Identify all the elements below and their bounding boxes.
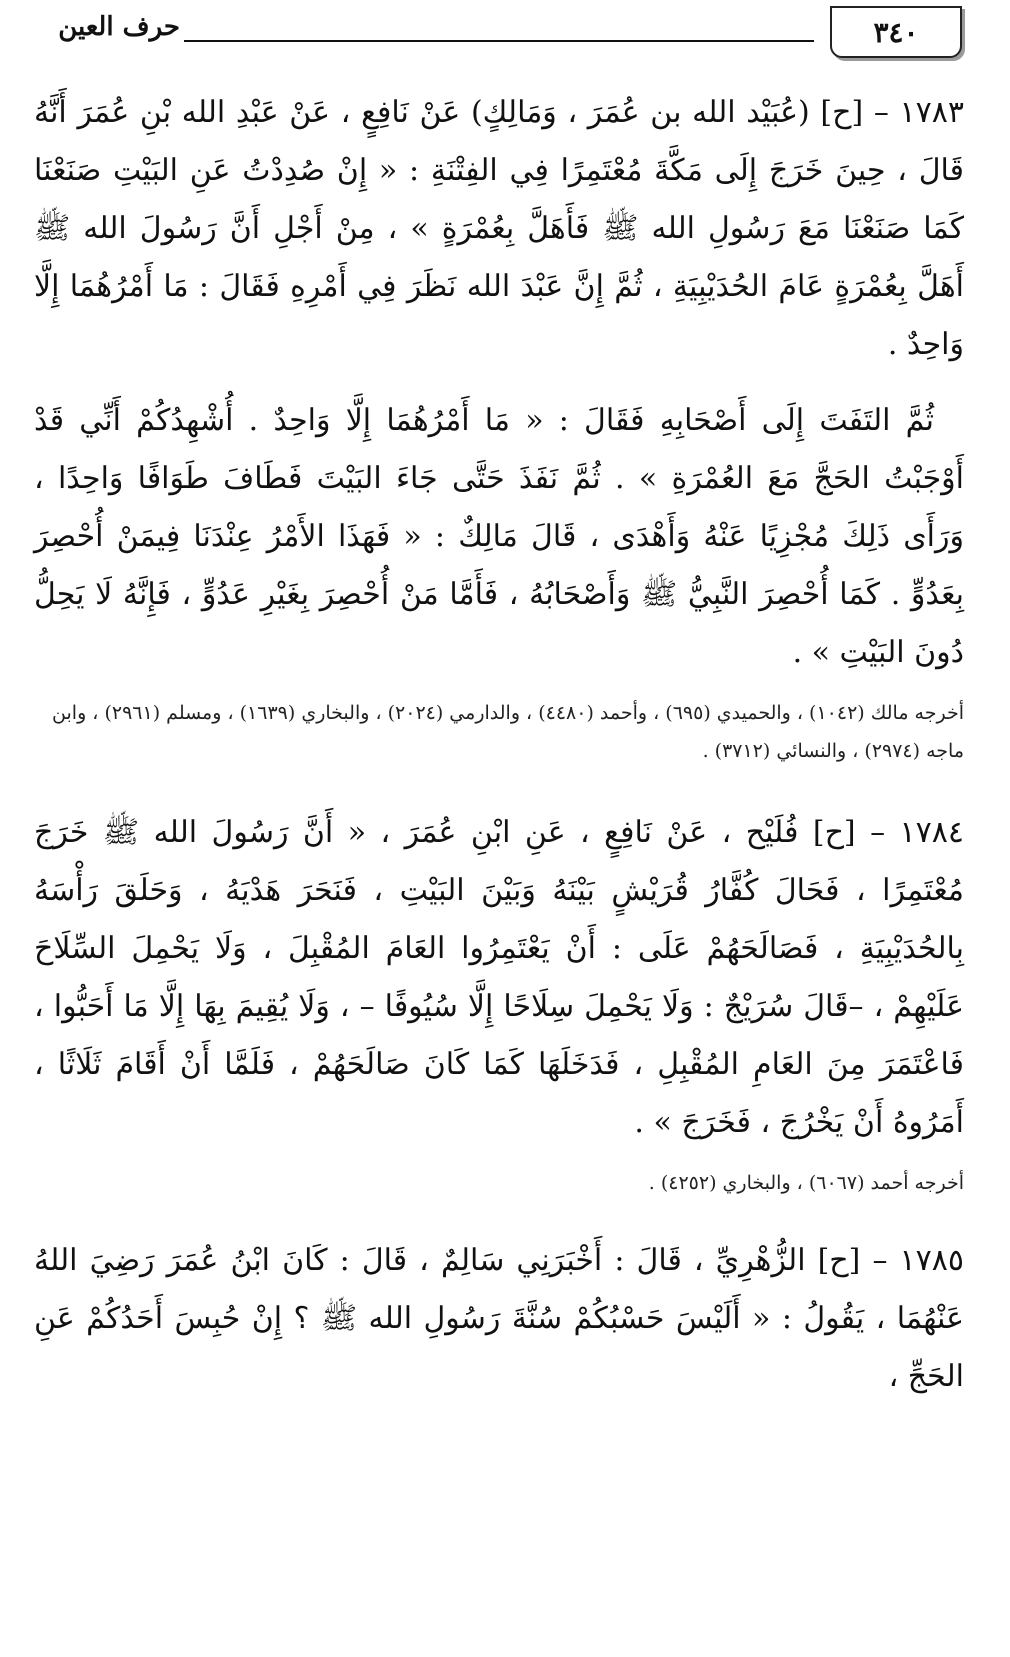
page-number-text: ٣٤٠	[873, 15, 919, 49]
page-number	[830, 6, 962, 58]
hadith-1784: ١٧٨٤ – [ح] فُلَيْح ، عَنْ نَافِعٍ ، عَنِ ابْنِ عُمَرَ ، « أَنَّ رَسُولَ الله ﷺ خَرَجَ مُعْتَمِرًا ، فَحَالَ كُفَّارُ قُرَيْشٍ بَيْنَهُ وَبَيْنَ البَيْتِ ، فَنَحَرَ هَدْيَهُ ، وَحَلَقَ رَأْسَهُ بِالحُدَيْبِيَةِ ، فَصَالَحَهُمْ عَلَى : أَنْ يَعْتَمِرُوا العَامَ المُقْبِلَ ، وَلَا يَحْمِلَ السِّلَاحَ عَلَيْهِمْ ، –قَالَ سُرَيْجٌ : وَلَا يَحْمِلَ سِلَاحًا إِلَّا سُيُوفًا – ، وَلَا يُقِيمَ بِهَا إِلَّا مَا أَحَبُّوا ، فَاعْتَمَرَ مِنَ العَامِ المُقْبِلِ ، فَدَخَلَهَا كَمَا كَانَ صَالَحَهُمْ ، فَلَمَّا أَنْ أَقَامَ ثَلَاثًا ، أَمَرُوهُ أَنْ يَخْرُجَ ، فَخَرَجَ » .	[34, 815, 964, 1140]
hadith-1785: ١٧٨٥ – [ح] الزُّهْرِيِّ ، قَالَ : أَخْبَرَنِي سَالِمٌ ، قَالَ : كَانَ ابْنُ عُمَرَ رَضِيَ اللهُ عَنْهُمَا ، يَقُولُ : « أَلَيْسَ حَسْبُكُمْ سُنَّةَ رَسُولِ الله ﷺ ؟ إِنْ حُبِسَ أَحَدُكُمْ عَنِ الحَجِّ ،	[34, 1243, 964, 1394]
page-header	[0, 0, 1010, 70]
hadith-1783-continuation: ثُمَّ التَفَتَ إِلَى أَصْحَابِهِ فَقَالَ : « مَا أَمْرُهُمَا إِلَّا وَاحِدٌ . أُشْهِدُكُمْ أَنِّي قَدْ أَوْجَبْتُ الحَجَّ مَعَ العُمْرَةِ » . ثُمَّ نَفَذَ حَتَّى جَاءَ البَيْتَ فَطَافَ طَوَافًا وَاحِدًا ، وَرَأَى ذَلِكَ مُجْزِيًا عَنْهُ وَأَهْدَى ، قَالَ مَالِكٌ : « فَهَذَا الأَمْرُ عِنْدَنَا فِيمَنْ أُحْصِرَ بِعَدُوٍّ . كَمَا أُحْصِرَ النَّبِيُّ ﷺ وَأَصْحَابُهُ ، فَأَمَّا مَنْ أُحْصِرَ بِغَيْرِ عَدُوٍّ ، فَإِنَّهُ لَا يَحِلُّ دُونَ البَيْتِ » .	[34, 403, 964, 670]
chapter-title: حرف العين	[58, 12, 180, 42]
page-body	[34, 84, 964, 1406]
hadith-1784-footnote: أخرجه أحمد (٦٠٦٧) ، والبخاري (٤٢٥٢) .	[648, 1172, 964, 1194]
header-rule	[184, 40, 814, 42]
hadith-1783-footnote: أخرجه مالك (١٠٤٢) ، والحميدي (٦٩٥) ، وأحمد (٤٤٨٠) ، والدارمي (٢٠٢٤) ، والبخاري (١٦٣٩) ، ومسلم (٢٩٦١) ، وابن ماجه (٢٩٧٤) ، والنسائي (٣٧١٢) .	[52, 702, 964, 762]
hadith-1783: ١٧٨٣ – [ح] (عُبَيْد الله بن عُمَرَ ، وَمَالِكٍ) عَنْ نَافِعٍ ، عَنْ عَبْدِ الله بْنِ عُمَرَ أَنَّهُ قَالَ ، حِينَ خَرَجَ إِلَى مَكَّةَ مُعْتَمِرًا فِي الفِتْنَةِ : « إِنْ صُدِدْتُ عَنِ البَيْتِ صَنَعْنَا كَمَا صَنَعْنَا مَعَ رَسُولِ الله ﷺ فَأَهَلَّ بِعُمْرَةٍ » ، مِنْ أَجْلِ أَنَّ رَسُولَ الله ﷺ أَهَلَّ بِعُمْرَةٍ عَامَ الحُدَيْبِيَةِ ، ثُمَّ إِنَّ عَبْدَ الله نَظَرَ فِي أَمْرِهِ فَقَالَ : مَا أَمْرُهُمَا إِلَّا وَاحِدٌ .	[34, 95, 964, 362]
